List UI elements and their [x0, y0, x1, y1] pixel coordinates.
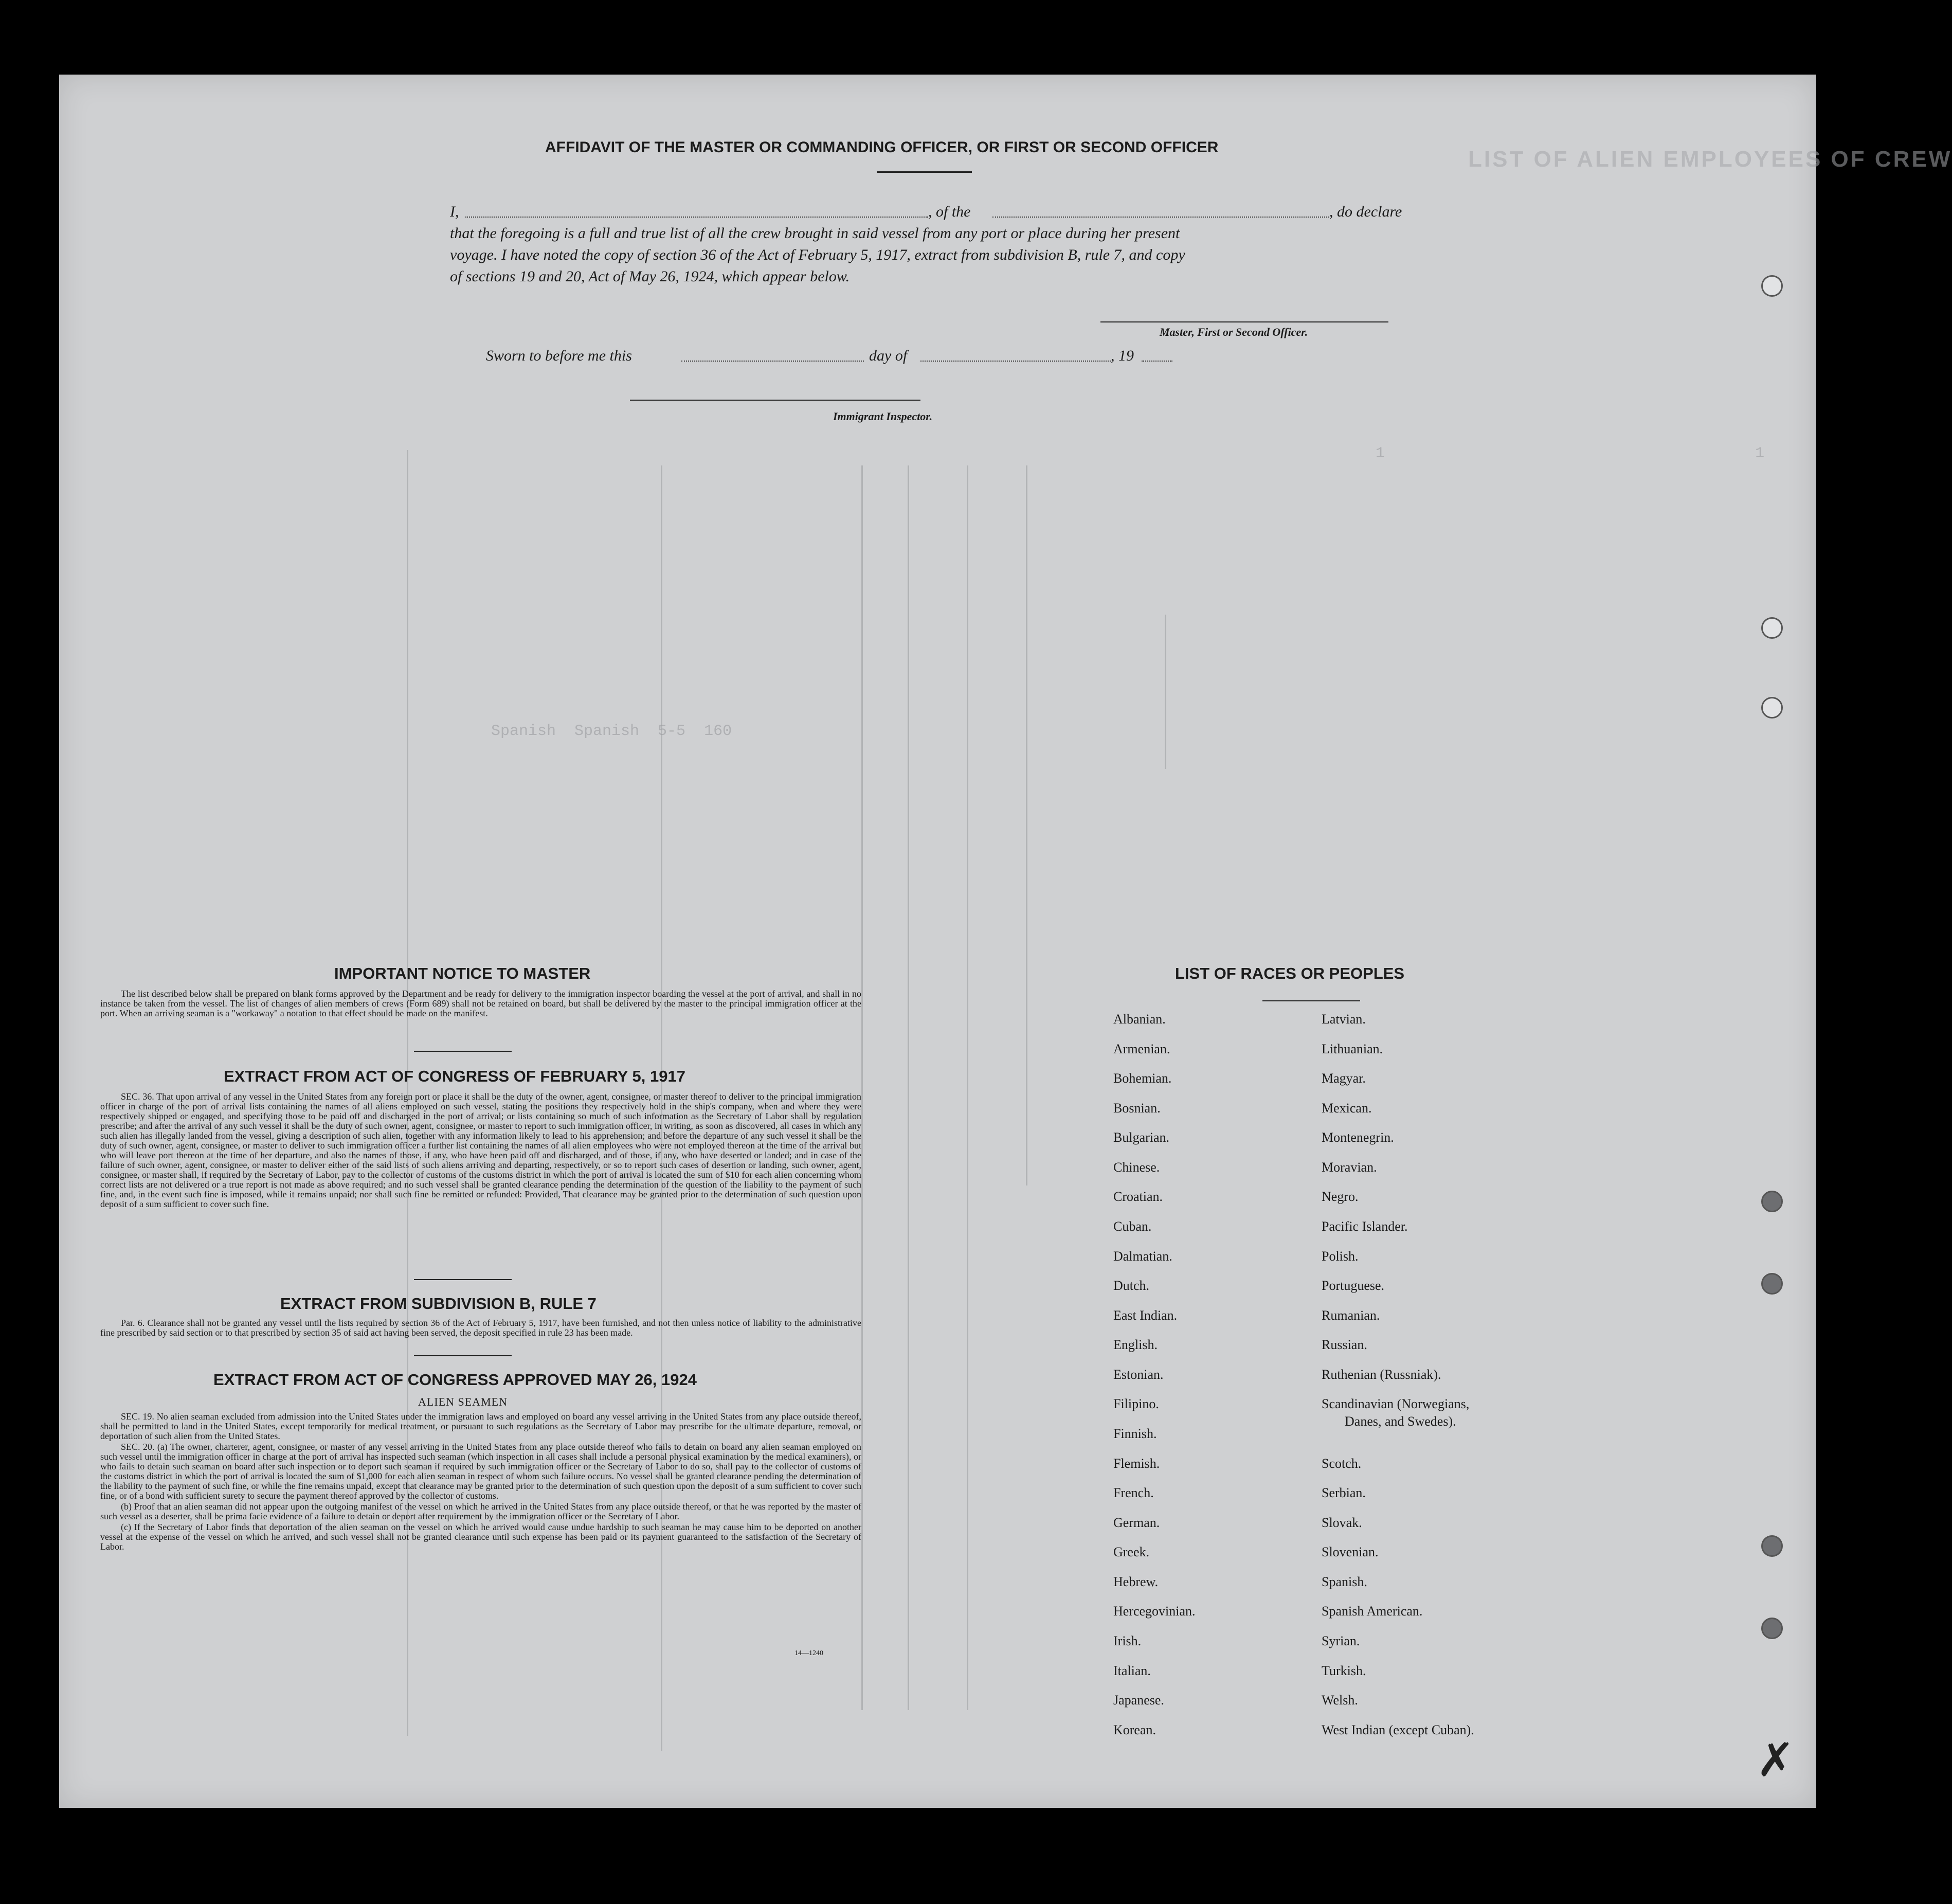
section-20c-paragraph: (c) If the Secretary of Labor finds that deportation of the alien seaman on the vessel on which he arrived would cause undue hardship to such seaman he may cause him to be deported on another vessel at the expense of the vessel on which he arrived, and such vessel shall not be granted clearance until such expense has been paid or its payment guaranteed to the satisfaction of the Secretary of Labor. — [100, 1522, 861, 1552]
race-item: Turkish. — [1322, 1663, 1366, 1678]
race-item: Flemish. — [1113, 1456, 1160, 1471]
race-item: Moravian. — [1322, 1160, 1377, 1175]
affidavit-declare-label: , do declare — [1329, 203, 1402, 220]
race-item: Scandinavian (Norwegians, — [1322, 1396, 1470, 1411]
divider — [414, 1355, 512, 1356]
race-item: Pacific Islander. — [1322, 1219, 1408, 1234]
bleedthrough-rule — [861, 465, 863, 1710]
title-rule — [877, 171, 972, 173]
race-item: Cuban. — [1113, 1219, 1152, 1234]
race-item: Lithuanian. — [1322, 1041, 1383, 1056]
race-item: Slovenian. — [1322, 1544, 1379, 1559]
name-field[interactable] — [465, 217, 928, 218]
race-item: Estonian. — [1113, 1367, 1164, 1382]
rule-7-text — [100, 1318, 861, 1339]
race-item: Ruthenian (Russniak). — [1322, 1367, 1441, 1382]
notice-text — [100, 989, 861, 1019]
year-label: , 19 — [1111, 347, 1134, 364]
section-20b-paragraph: (b) Proof that an alien seaman did not appear upon the outgoing manifest of the vessel on which he arrived in the United States from any place outside thereof, or that he was reported by the master of such vessel as a deserter, shall be prima facie evidence of a failure to detain or deport after requirement by the immigration officer or the Secretary of Labor. — [100, 1501, 861, 1521]
race-item: Dutch. — [1113, 1278, 1150, 1293]
race-item: Slovak. — [1322, 1515, 1362, 1530]
race-item: Dalmatian. — [1113, 1249, 1172, 1264]
race-item: Greek. — [1113, 1544, 1150, 1559]
bleedthrough-rule — [1165, 615, 1166, 769]
race-item: Croatian. — [1113, 1189, 1163, 1204]
affidavit-body-line-1: that the foregoing is a full and true list of all the crew brought in said vessel from any port or place during her present — [450, 225, 1180, 242]
extract-1924-title: EXTRACT FROM ACT OF CONGRESS APPROVED MAY 26, 1924 — [213, 1371, 697, 1389]
races-title-rule — [1262, 1000, 1360, 1001]
handwritten-check-mark: ✗ — [1756, 1733, 1795, 1787]
sworn-month-field[interactable] — [920, 361, 1111, 362]
alien-seamen-subtitle: ALIEN SEAMEN — [418, 1395, 508, 1408]
sworn-label: Sworn to before me this — [486, 347, 632, 364]
section-19-paragraph: SEC. 19. No alien seaman excluded from admission into the United States under the immigration laws and employed on board any vessel arriving in the United States from any place outside thereof, shall be permitted to land in the United States, except temporarily for medical treatment, or pursuant to such regulations as the Secretary of Labor may prescribe for the ultimate departure, removal, or deportation of such alien from the United States. — [100, 1411, 861, 1441]
inspector-signature-label: Immigrant Inspector. — [833, 410, 933, 423]
sworn-day-field[interactable] — [681, 361, 864, 362]
bleedthrough-heading: LIST OF ALIEN EMPLOYEES OF CREW — [1468, 147, 1952, 172]
race-item: Rumanian. — [1322, 1308, 1380, 1323]
document-page — [59, 75, 1952, 1808]
affidavit-body-line-3: of sections 19 and 20, Act of May 26, 1924, which appear below. — [450, 268, 850, 285]
master-signature-line[interactable] — [1100, 321, 1388, 322]
race-item: Montenegrin. — [1322, 1130, 1394, 1145]
race-item: Filipino. — [1113, 1396, 1159, 1411]
bleedthrough-text: 1 1 — [1376, 445, 1765, 462]
race-item: Syrian. — [1322, 1633, 1360, 1648]
day-of-label: day of — [869, 347, 908, 364]
extract-1924-text — [100, 1412, 861, 1553]
notice-paragraph: The list described below shall be prepared on blank forms approved by the Department and be ready for delivery to the immigration inspector boarding the vessel at the port of arrival, and shall in no instance be taken from the vessel. The list of changes of alien members of crews (Form 689) shall not be retained on board, but shall be delivered by the master to the principal immigration officer at the port. When an arriving seaman is a "workaway" a notation to that effect should be made on the manifest. — [100, 989, 861, 1018]
binder-hole — [1761, 1618, 1783, 1639]
race-item: Hercegovinian. — [1113, 1604, 1196, 1619]
race-item: East Indian. — [1113, 1308, 1178, 1323]
race-item: Finnish. — [1113, 1426, 1157, 1441]
par-6-paragraph: Par. 6. Clearance shall not be granted any vessel until the lists required by section 36 of the Act of February 5, 1917, have been furnished, and not then unless notice of liability to the administrative fine prescribed by said section or to that prescribed by section 35 of said act having been served, the deposit specified in rule 23 has been made. — [100, 1318, 861, 1338]
race-item: Latvian. — [1322, 1012, 1366, 1027]
divider — [414, 1279, 512, 1280]
race-item: Mexican. — [1322, 1101, 1372, 1116]
race-item: Portuguese. — [1322, 1278, 1385, 1293]
race-item: Albanian. — [1113, 1012, 1166, 1027]
race-item: Polish. — [1322, 1249, 1359, 1264]
race-item: English. — [1113, 1337, 1158, 1352]
sworn-year-field[interactable] — [1142, 361, 1172, 362]
race-item: Irish. — [1113, 1633, 1142, 1648]
vessel-field[interactable] — [992, 217, 1329, 218]
notice-title: IMPORTANT NOTICE TO MASTER — [334, 964, 591, 982]
extract-1917-text — [100, 1092, 861, 1210]
affidavit-title: AFFIDAVIT OF THE MASTER OR COMMANDING OFFICER, OR FIRST OR SECOND OFFICER — [545, 139, 1219, 156]
race-item: Welsh. — [1322, 1693, 1358, 1708]
race-item: West Indian (except Cuban). — [1322, 1722, 1474, 1737]
section-20a-paragraph: SEC. 20. (a) The owner, charterer, agent, consignee, or master of any vessel arriving in the United States from any place outside thereof who fails to detain on board any alien seaman employed on such vessel until the immigration officer in charge at the port of arrival has inspected such seaman (which inspection in all cases shall include a personal physical examination by the medical examiners), or who fails to detain such seaman on board after such inspection or to deport such seaman if required by such immigration officer or the Secretary of Labor to do so, shall pay to the collector of customs of the customs district in which the port of arrival is located the sum of $1,000 for each alien seaman in respect of whom such failure occurs. No vessel shall be granted clearance pending the determination of the liability to the payment of such fine, or while the fine remains unpaid, except that clearance may be granted prior to the determination of such question upon the deposit of a sum sufficient to cover such fine, or of a bond with sufficient surety to secure the payment thereof approved by the collector of customs. — [100, 1442, 861, 1501]
race-item: Spanish. — [1322, 1574, 1367, 1589]
race-item: Magyar. — [1322, 1071, 1366, 1086]
race-item-continuation: Danes, and Swedes). — [1345, 1414, 1456, 1429]
binder-hole — [1761, 1273, 1783, 1295]
race-item: Armenian. — [1113, 1041, 1170, 1056]
master-signature-label: Master, First or Second Officer. — [1160, 326, 1308, 338]
race-item: Scotch. — [1322, 1456, 1362, 1471]
race-item: Serbian. — [1322, 1485, 1366, 1500]
binder-hole — [1761, 617, 1783, 639]
bleedthrough-text: Spanish Spanish 5-5 160 — [491, 723, 732, 740]
race-item: Korean. — [1113, 1722, 1156, 1737]
race-item: Italian. — [1113, 1663, 1151, 1678]
divider — [414, 1051, 512, 1052]
section-36-paragraph: SEC. 36. That upon arrival of any vessel in the United States from any foreign port or place it shall be the duty of the owner, agent, consignee, or master thereof to deliver to the principal immigration officer in charge of the port of arrival lists containing the names of all aliens employed on such vessel, stating the positions they respectively hold in the ship's company, when and where they were respectively shipped or engaged, and specifying those to be paid off and discharged in the port of arrival; or lists containing so much of such information as the Secretary of Labor shall by regulation prescribe; and after the arrival of any such vessel it shall be the duty of such owner, agent, consignee, or master to report to such immigration officer, in writing, as soon as discovered, all cases in which any such alien has illegally landed from the vessel, giving a description of such alien, together with any information likely to lead to his apprehension; and before the departure of any such vessel it shall be the duty of such owner, agent, consignee, or master to deliver to such immigration officer a further list containing the names of all alien employees who were not employed thereon at the time of the arrival but who will leave port thereon at the time of her departure, and also the names of those, if any, who have been paid off and discharged, and of those, if any, who have deserted or landed; and in case of the failure of such owner, agent, consignee, or master to deliver either of the said lists of such aliens arriving and departing, respectively, or so to report such cases of desertion or landing, such owner, agent, consignee, or master shall, if required by the Secretary of Labor, pay to the collector of customs of the customs district in which the port of arrival is located the sum of $10 for each alien concerning whom correct lists are not delivered or a true report is not made as above required; and no such vessel shall be granted clearance pending the determination of the question of the liability to the payment of such fine, and, in the event such fine is imposed, while it remains unpaid; nor shall such fine be remitted or refunded: Provided, That clearance may be granted prior to the determination of such question upon deposit of a sum sufficient to cover such fine. — [100, 1091, 861, 1209]
binder-hole — [1761, 275, 1783, 297]
race-item: Spanish American. — [1322, 1604, 1423, 1619]
race-item: Japanese. — [1113, 1693, 1164, 1708]
race-item: German. — [1113, 1515, 1160, 1530]
race-item: Bohemian. — [1113, 1071, 1172, 1086]
affidavit-of-the-label: , of the — [928, 203, 971, 220]
bleedthrough-rule — [967, 465, 968, 1710]
inspector-signature-line[interactable] — [630, 400, 920, 401]
race-item: Hebrew. — [1113, 1574, 1159, 1589]
races-title: LIST OF RACES OR PEOPLES — [1175, 964, 1405, 982]
race-item: Bosnian. — [1113, 1101, 1161, 1116]
race-item: French. — [1113, 1485, 1154, 1500]
race-item: Negro. — [1322, 1189, 1359, 1204]
affidavit-body-line-2: voyage. I have noted the copy of section 36 of the Act of February 5, 1917, extract from subdivision B, rule 7, and copy — [450, 246, 1185, 263]
extract-1917-title: EXTRACT FROM ACT OF CONGRESS OF FEBRUARY 5, 1917 — [224, 1067, 685, 1085]
race-item: Russian. — [1322, 1337, 1367, 1352]
binder-hole — [1761, 697, 1783, 719]
race-item: Chinese. — [1113, 1160, 1160, 1175]
form-number: 14—1240 — [794, 1649, 823, 1657]
rule-7-title: EXTRACT FROM SUBDIVISION B, RULE 7 — [280, 1295, 597, 1313]
affidavit-i-label: I, — [450, 203, 459, 220]
binder-hole — [1761, 1191, 1783, 1212]
bleedthrough-rule — [908, 465, 909, 1710]
race-item: Bulgarian. — [1113, 1130, 1170, 1145]
binder-hole — [1761, 1535, 1783, 1557]
bleedthrough-rule — [1026, 465, 1027, 1185]
